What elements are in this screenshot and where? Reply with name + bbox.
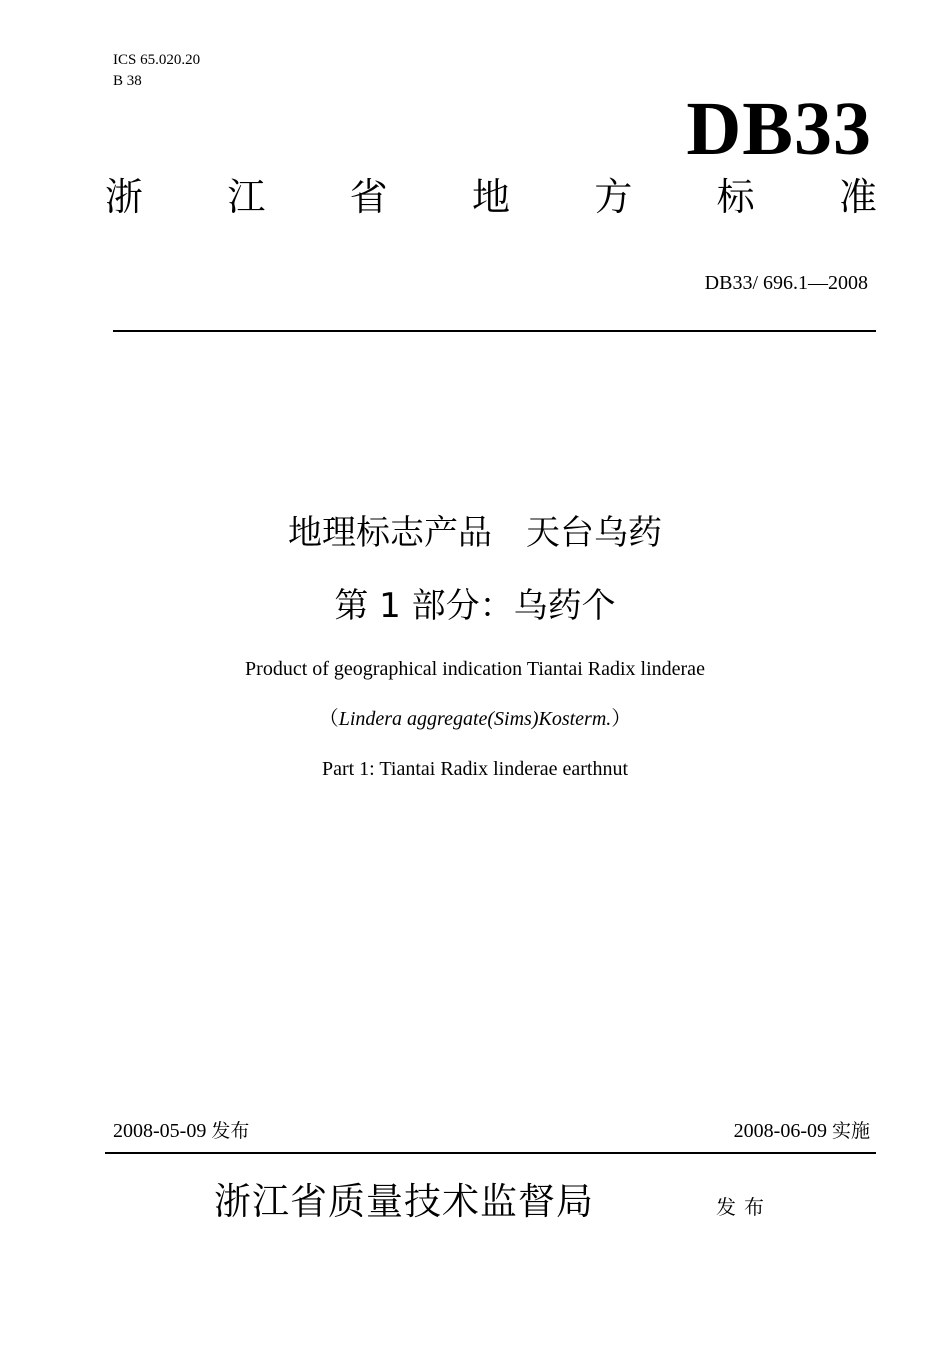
impl-date-label: 实施 xyxy=(831,1120,870,1142)
issue-date-label: 发布 xyxy=(211,1120,250,1142)
paren-close: ） xyxy=(611,708,632,730)
ics-code: ICS 65.020.20 xyxy=(113,52,201,68)
top-divider xyxy=(113,330,876,332)
standard-type-char: 江 xyxy=(227,175,266,219)
issuer-action: 发布 xyxy=(716,1195,772,1219)
title-cn-line2: 第 1 部分：乌药个 xyxy=(334,586,616,626)
paren-open: （ xyxy=(318,708,339,730)
standard-number: DB33/ 696.1—2008 xyxy=(704,272,868,294)
classification-codes xyxy=(113,50,200,92)
standard-type-char: 地 xyxy=(471,175,510,219)
latin-name: Lindera aggregate(Sims)Kosterm. xyxy=(338,708,612,730)
standard-type-title xyxy=(105,172,877,222)
ccs-code: B 38 xyxy=(113,73,142,89)
title-en-line1: Product of geographical indication Tiantai Radix linderae xyxy=(245,658,705,680)
standard-type-char: 标 xyxy=(716,175,755,219)
standard-type-char: 方 xyxy=(594,175,633,219)
title-cn-line1: 地理标志产品 天台乌药 xyxy=(288,513,662,553)
standard-type-char: 浙 xyxy=(105,175,144,219)
standard-type-char: 准 xyxy=(838,175,877,219)
impl-date-value: 2008-06-09 xyxy=(733,1120,827,1142)
title-en-line3: Part 1: Tiantai Radix linderae earthnut xyxy=(321,758,629,780)
standard-type-char: 省 xyxy=(349,175,388,219)
issuing-authority: 浙江省质量技术监督局 xyxy=(214,1180,594,1223)
standard-code-logo: DB33 xyxy=(686,87,872,171)
bottom-divider xyxy=(105,1152,876,1154)
issue-date xyxy=(113,1116,249,1143)
implementation-date xyxy=(734,1116,870,1143)
issue-date-value: 2008-05-09 xyxy=(113,1120,207,1142)
title-en-line2 xyxy=(0,705,950,733)
